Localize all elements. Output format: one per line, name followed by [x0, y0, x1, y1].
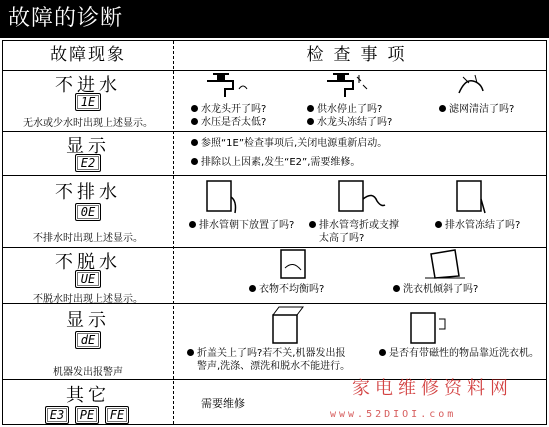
check-item: 洗衣机倾斜了吗? [393, 283, 478, 296]
watermark-text: 家电维修资料网 [352, 378, 513, 399]
error-code: E2 [75, 154, 101, 172]
washer-drain-down-icon [201, 177, 241, 215]
washer-drain-frozen-icon [451, 177, 491, 215]
header-check: 检查事项 [306, 45, 415, 65]
bullet-icon [309, 221, 316, 228]
check-item: 排除以上因素,发生“E2”,需要维修。 [191, 156, 360, 169]
bullet-icon [435, 221, 442, 228]
check-item: 参照“1E”检查事项后,关闭电源重新启动。 [191, 137, 387, 150]
error-code: 0E [75, 203, 101, 221]
washer-unbalanced-icon [275, 248, 311, 280]
check-item: 是否有带磁性的物品靠近洗衣机。 [379, 347, 539, 360]
bullet-icon [249, 285, 256, 292]
symptom-name: 不排水 [55, 182, 121, 203]
washer-magnet-icon [403, 305, 447, 345]
filter-cleaning-icon [451, 71, 491, 99]
check-item: 滤网清洁了吗? [439, 103, 514, 116]
check-item: 供水停止了吗? [307, 103, 382, 116]
check-item: 排水管弯折或支撑 [309, 219, 399, 232]
check-item: 排水管朝下放置了吗? [189, 219, 294, 232]
row-no-drain [3, 175, 546, 248]
check-item: 衣物不均衡吗? [249, 283, 324, 296]
bullet-icon [439, 105, 446, 112]
check-item: 水龙头冻结了吗? [307, 116, 392, 129]
error-code: dE [75, 331, 101, 349]
check-item: 水压是否太低? [191, 116, 266, 129]
error-code: E3 [45, 406, 69, 424]
frozen-faucet-icon [323, 71, 373, 99]
check-item: 需要维修 [201, 397, 245, 410]
check-item: 排水管冻结了吗? [435, 219, 520, 232]
washer-drain-bent-icon [333, 177, 389, 215]
bullet-icon [189, 221, 196, 228]
washer-tilted-icon [423, 248, 467, 280]
bullet-icon [191, 158, 198, 165]
check-item-continued: 太高了吗? [319, 233, 365, 244]
bullet-icon [379, 349, 386, 356]
error-code: UE [75, 270, 101, 288]
symptom-desc: 不脱水时出现上述显示。 [33, 294, 143, 305]
bullet-icon [307, 118, 314, 125]
check-item: 水龙头开了吗? [191, 103, 266, 116]
bullet-icon [191, 105, 198, 112]
diagnosis-table [2, 40, 547, 425]
bullet-icon [191, 118, 198, 125]
page-title: 故障的诊断 [0, 0, 549, 38]
washer-lid-icon [265, 305, 305, 345]
row-no-spin [3, 247, 546, 304]
bullet-icon [191, 139, 198, 146]
error-code: 1E [75, 93, 101, 111]
symptom-desc: 无水或少水时出现上述显示。 [23, 118, 153, 129]
row-display-e2 [3, 131, 546, 176]
row-display-de [3, 303, 546, 380]
check-item: 折盖关上了吗?若不关,机器发出报 [187, 347, 346, 360]
check-item-continued: 警声,洗涤、漂洗和脱水不能进行。 [197, 361, 351, 372]
error-code: PE [75, 406, 99, 424]
symptom-name: 其它 [66, 385, 110, 406]
symptom-desc: 不排水时出现上述显示。 [33, 233, 143, 244]
row-no-intake [3, 70, 546, 132]
symptom-name: 不进水 [55, 75, 121, 96]
symptom-name: 显示 [66, 136, 110, 157]
symptom-name: 不脱水 [55, 252, 121, 273]
symptom-name: 显示 [66, 310, 110, 331]
watermark-url: www.52DIOI.com [330, 409, 457, 420]
symptom-desc: 机器发出报警声 [53, 367, 123, 378]
bullet-icon [187, 349, 194, 356]
faucet-icon [203, 71, 253, 99]
bullet-icon [307, 105, 314, 112]
header-symptom: 故障现象 [50, 45, 126, 65]
error-code: FE [105, 406, 129, 424]
table-header [3, 41, 546, 71]
bullet-icon [393, 285, 400, 292]
